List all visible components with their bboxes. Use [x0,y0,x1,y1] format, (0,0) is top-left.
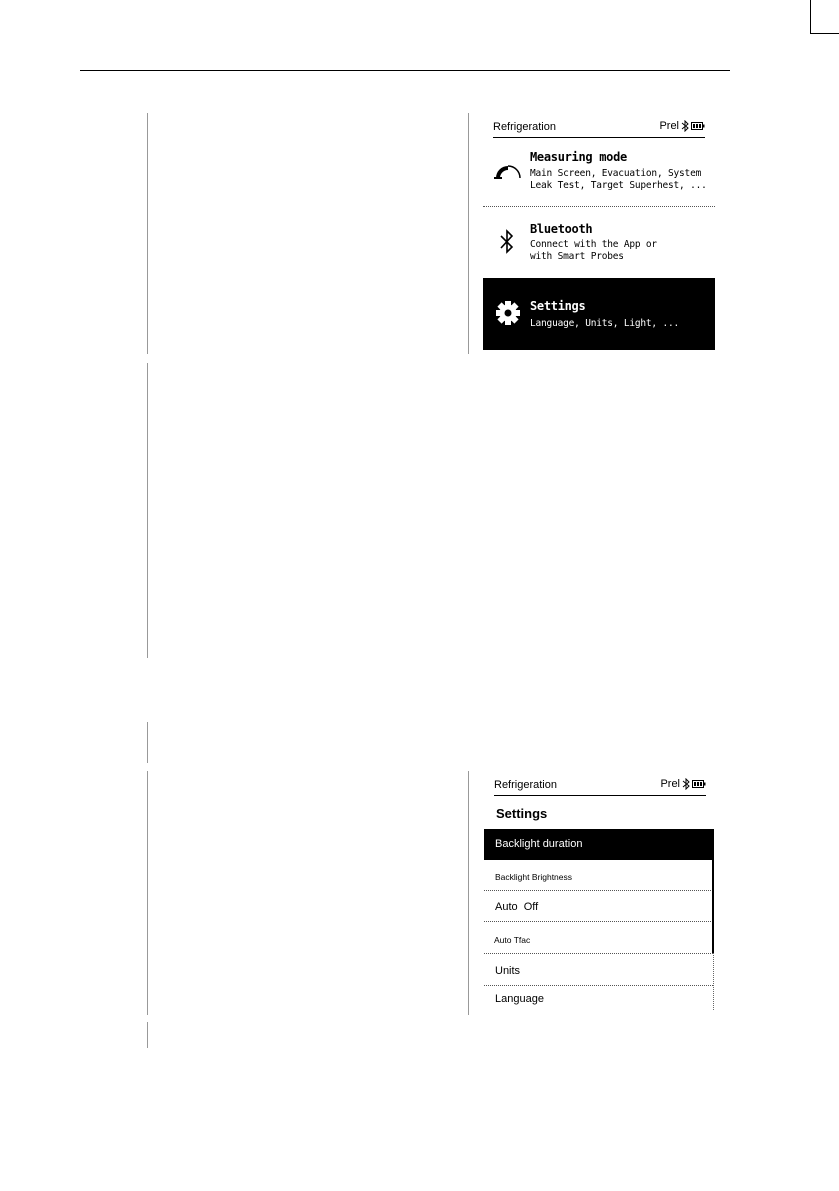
bluetooth-status-icon [682,778,690,790]
gauge-icon [493,160,523,182]
settings-item-label: Units [495,965,521,977]
status-indicators [659,120,705,132]
screen2-divider [468,771,469,1015]
settings-item-units[interactable] [484,956,713,986]
menu-item-description: Language, Units, Light, ... [530,318,680,329]
margin-line-1 [147,113,148,354]
menu-item-title: Measuring mode [530,150,627,164]
margin-line-5 [147,1022,148,1048]
divider [483,206,715,207]
bluetooth-icon [500,229,514,255]
settings-item-backlight-duration[interactable] [484,829,713,860]
settings-item-label: Language [495,993,544,1005]
menu-item-description: Connect with the App or with Smart Probes [530,239,657,262]
status-bar [494,778,706,796]
status-bar [493,120,705,138]
menu-item-title: Settings [530,299,586,313]
margin-line-4 [147,771,148,1015]
app-name: Refrigeration [494,779,557,791]
margin-line-2 [147,363,148,658]
scrollbar-thumb[interactable] [712,829,714,953]
settings-item-label: Backlight duration [495,838,583,850]
status-indicators [660,778,706,790]
settings-item-label: Auto Tfac [494,935,531,945]
gear-icon [495,300,521,326]
settings-item-auto-tfac[interactable] [484,924,713,954]
settings-item-auto-off[interactable] [484,892,713,922]
settings-item-backlight-brightness[interactable] [484,861,713,891]
menu-item-description: Main Screen, Evacuation, System Leak Test, Target Superhest, ... [530,168,707,191]
menu-item-title: Bluetooth [530,222,593,236]
device-screen-main-menu [483,116,715,350]
settings-item-language[interactable] [484,987,713,1010]
battery-icon [691,122,705,130]
page-title: Settings [496,806,548,821]
status-text: Prel [659,120,679,132]
menu-item-bluetooth[interactable] [483,208,715,274]
menu-item-settings[interactable] [483,278,715,350]
device-screen-settings [484,774,716,1010]
menu-item-measuring-mode[interactable] [483,144,715,206]
app-name: Refrigeration [493,121,556,133]
screen1-divider [468,113,469,354]
status-text: Prel [660,778,680,790]
margin-line-3 [147,722,148,763]
bluetooth-status-icon [681,120,689,132]
settings-item-label: Auto Off [495,901,539,913]
header-rule [80,70,730,71]
settings-item-label: Backlight Brightness [495,872,573,882]
crop-mark-right [810,33,839,34]
crop-mark-top [810,0,811,33]
battery-icon [692,780,706,788]
